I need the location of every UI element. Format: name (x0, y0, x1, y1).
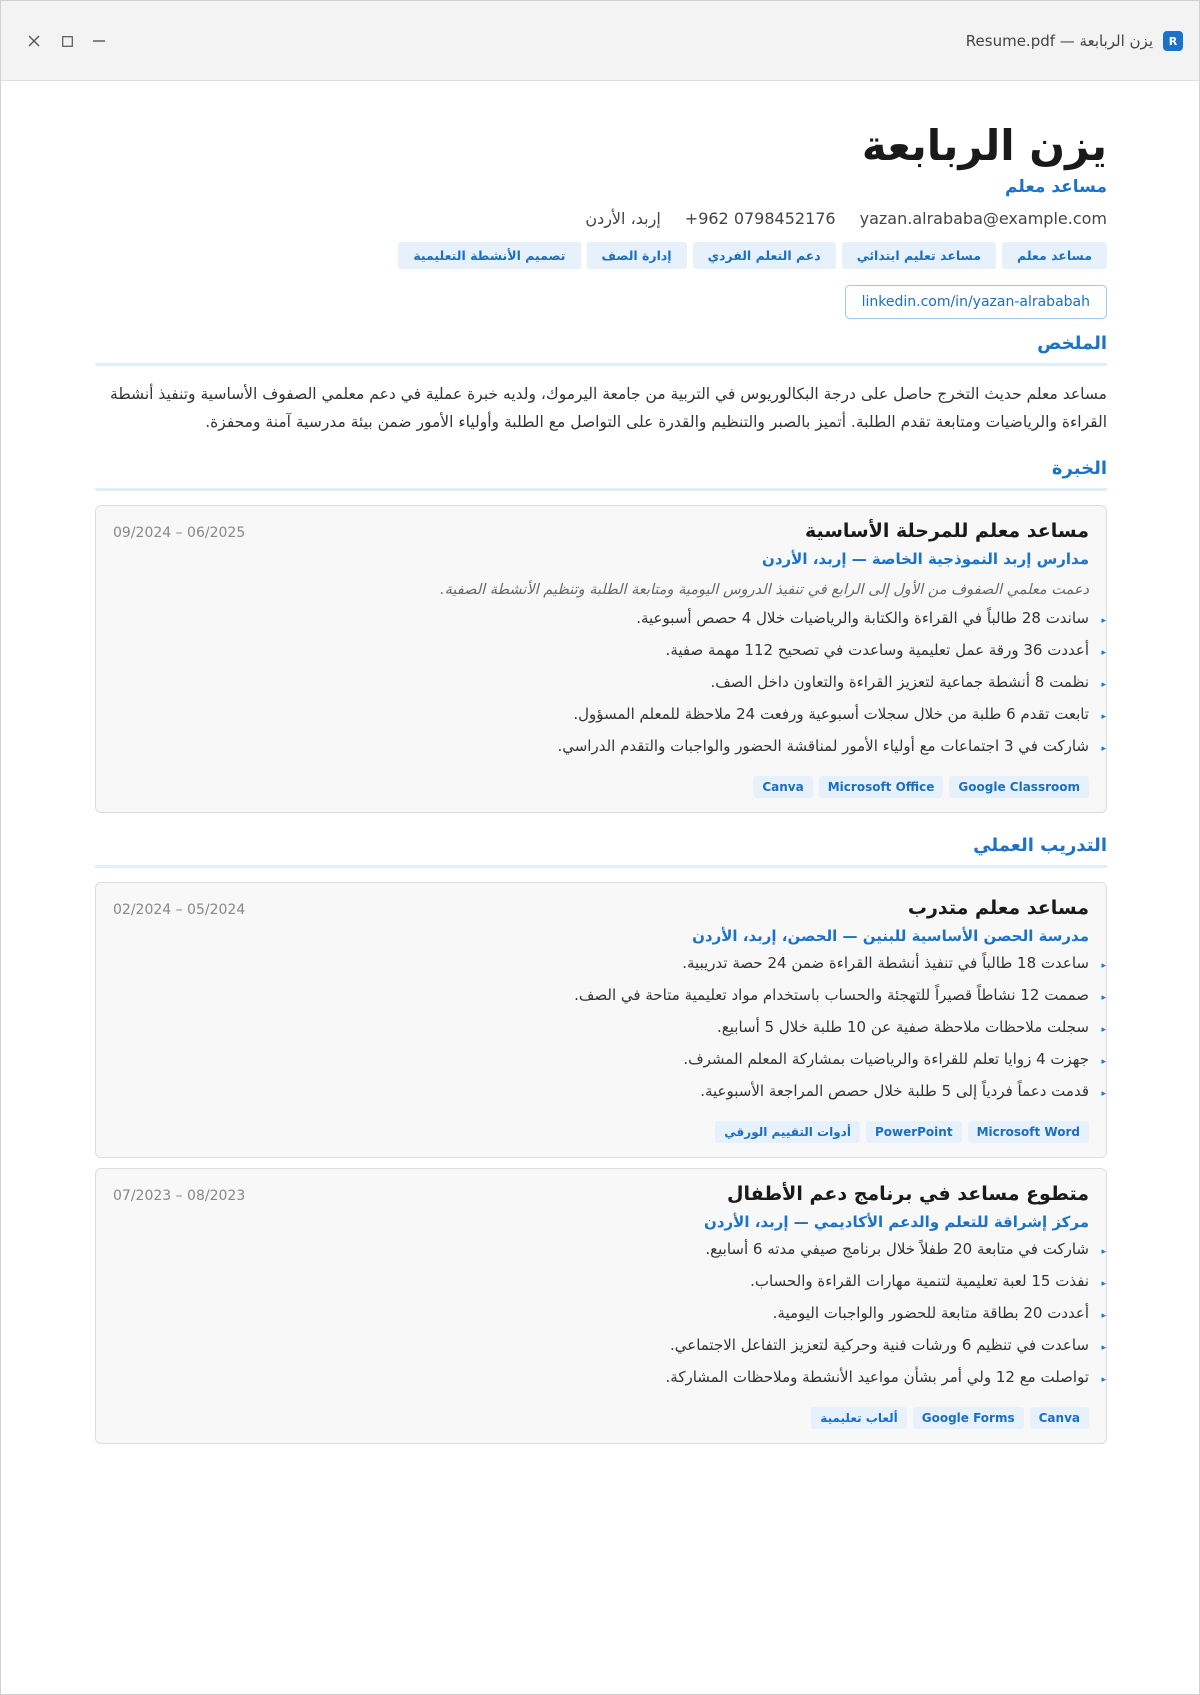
job-dates: 07/2023 – 08/2023 (113, 1188, 246, 1205)
contact-info (95, 209, 1107, 228)
close-window-button[interactable] (20, 27, 48, 55)
tools-list (113, 1407, 1089, 1429)
list-item: ▸أعددت 36 ورقة عمل تعليمية وساعدت في تصحيح 112 مهمة صفية. (665, 641, 1106, 660)
tool-tag: Canva (753, 776, 812, 798)
bullet-text: نظمت 8 أنشطة جماعية لتعزيز القراءة والتعاون داخل الصف. (710, 673, 1089, 692)
email-text[interactable]: yazan.alrababa@example.com (859, 209, 1107, 229)
bullet-text: سجلت ملاحظات ملاحظة صفية عن 10 طلبة خلال 5 أسابيع. (717, 1018, 1089, 1037)
maximize-window-button[interactable] (53, 27, 81, 55)
list-item: ▸جهزت 4 زوايا تعلم للقراءة والرياضيات بمشاركة المعلم المشرف. (683, 1050, 1106, 1069)
job-bullets (113, 604, 1106, 764)
job-dates: 02/2024 – 05/2024 (113, 902, 246, 919)
job-organization: مدارس إربد النموذجية الخاصة — إربد، الأردن (762, 550, 1089, 569)
skills-list (95, 242, 1107, 269)
tools-list (113, 776, 1089, 798)
experience-heading: الخبرة (95, 458, 1107, 491)
job-organization: مدرسة الحصن الأساسية للبنين — الحصن، إربد، الأردن (692, 927, 1089, 946)
window-title: يزن الربابعة — Resume.pdf (965, 32, 1153, 50)
list-item: ▸شاركت في متابعة 20 طفلاً خلال برنامج صيفي مدته 6 أسابيع. (705, 1240, 1106, 1259)
skill-tag: دعم التعلم الفردي (693, 242, 836, 269)
list-item: ▸تابعت تقدم 6 طلبة من خلال سجلات أسبوعية ورفعت 24 ملاحظة للمعلم المسؤول. (573, 705, 1106, 724)
job-bullets (113, 1235, 1106, 1395)
job-description: دعمت معلمي الصفوف من الأول إلى الرابع في تنفيذ الدروس اليومية ومتابعة الطلبة وتنظيم الأنشطة الصفية. (440, 582, 1089, 599)
list-item: ▸صممت 12 نشاطاً قصيراً للتهجئة والحساب باستخدام مواد تعليمية متاحة في الصف. (574, 986, 1106, 1005)
list-item: ▸نظمت 8 أنشطة جماعية لتعزيز القراءة والتعاون داخل الصف. (710, 673, 1106, 692)
bullet-text: أعددت 36 ورقة عمل تعليمية وساعدت في تصحيح 112 مهمة صفية. (665, 641, 1089, 660)
minimize-window-button[interactable] (85, 27, 113, 55)
linkedin-link[interactable]: linkedin.com/in/yazan-alrababah (845, 285, 1107, 319)
volunteer-card (95, 1168, 1107, 1444)
training-heading: التدريب العملي (95, 835, 1107, 868)
tool-tag: Microsoft Word (968, 1121, 1089, 1143)
tool-tag: أدوات التقييم الورقي (715, 1121, 860, 1143)
tool-tag: PowerPoint (866, 1121, 962, 1143)
title-bar (1, 1, 1199, 81)
training-card (95, 882, 1107, 1158)
list-item: ▸شاركت في 3 اجتماعات مع أولياء الأمور لمناقشة الحضور والواجبات والتقدم الدراسي. (557, 737, 1106, 756)
job-organization: مركز إشراقة للتعلم والدعم الأكاديمي — إربد، الأردن (704, 1213, 1089, 1232)
job-dates: 09/2024 – 06/2025 (113, 525, 246, 542)
resume-page (95, 81, 1107, 1444)
tool-tag: Google Forms (913, 1407, 1024, 1429)
candidate-role: مساعد معلم (1005, 177, 1107, 198)
tool-tag: Google Classroom (949, 776, 1089, 798)
experience-card (95, 505, 1107, 813)
bullet-text: صممت 12 نشاطاً قصيراً للتهجئة والحساب باستخدام مواد تعليمية متاحة في الصف. (574, 986, 1089, 1005)
list-item: ▸قدمت دعماً فردياً إلى 5 طلبة خلال حصص المراجعة الأسبوعية. (700, 1082, 1106, 1101)
phone-text[interactable]: +962 0798452176 (684, 209, 836, 229)
job-bullets (113, 949, 1106, 1109)
tools-list (113, 1121, 1089, 1143)
app-icon: R (1163, 31, 1183, 51)
list-item: ▸ساعدت في تنظيم 6 ورشات فنية وحركية لتعزيز التفاعل الاجتماعي. (669, 1336, 1106, 1355)
summary-heading: الملخص (95, 333, 1107, 366)
skill-tag: مساعد تعليم ابتدائي (842, 242, 996, 269)
tool-tag: Canva (1030, 1407, 1089, 1429)
list-item: ▸ساعدت 18 طالباً في تنفيذ أنشطة القراءة ضمن 24 حصة تدريبية. (682, 954, 1106, 973)
bullet-text: جهزت 4 زوايا تعلم للقراءة والرياضيات بمشاركة المعلم المشرف. (683, 1050, 1089, 1069)
list-item: ▸ساندت 28 طالباً في القراءة والكتابة والرياضيات خلال 4 حصص أسبوعية. (636, 609, 1106, 628)
bullet-text: ساندت 28 طالباً في القراءة والكتابة والرياضيات خلال 4 حصص أسبوعية. (636, 609, 1089, 628)
minimize-icon (93, 35, 105, 47)
maximize-icon (62, 36, 73, 47)
summary-text: مساعد معلم حديث التخرج حاصل على درجة البكالوريوس في التربية من جامعة اليرموك، ولديه خبرة عملية في دعم معلمي الصفوف الأساسية وتنفيذ أنشطة القراءة والرياضيات ومتابعة تقدم الطلبة. أتميز بالصبر والتنظيم والقدرة على التواصل مع الطلبة وأولياء الأمور ضمن بيئة مدرسية آمنة ومحفزة. (110, 385, 1107, 432)
job-title: مساعد معلم للمرحلة الأساسية (804, 520, 1089, 543)
job-title: مساعد معلم متدرب (907, 897, 1089, 920)
job-title: متطوع مساعد في برنامج دعم الأطفال (726, 1183, 1089, 1206)
window-title-area (966, 31, 1183, 51)
skill-tag: إدارة الصف (587, 242, 687, 269)
bullet-text: ساعدت 18 طالباً في تنفيذ أنشطة القراءة ضمن 24 حصة تدريبية. (682, 954, 1089, 973)
bullet-text: ساعدت في تنظيم 6 ورشات فنية وحركية لتعزيز التفاعل الاجتماعي. (669, 1336, 1089, 1355)
bullet-text: نفذت 15 لعبة تعليمية لتنمية مهارات القراءة والحساب. (750, 1272, 1089, 1291)
tool-tag: Microsoft Office (819, 776, 944, 798)
tool-tag: ألعاب تعليمية (811, 1407, 906, 1429)
list-item: ▸أعددت 20 بطاقة متابعة للحضور والواجبات اليومية. (772, 1304, 1106, 1323)
skill-tag: تصميم الأنشطة التعليمية (398, 242, 580, 269)
bullet-text: شاركت في متابعة 20 طفلاً خلال برنامج صيفي مدته 6 أسابيع. (705, 1240, 1089, 1259)
list-item: ▸نفذت 15 لعبة تعليمية لتنمية مهارات القراءة والحساب. (750, 1272, 1106, 1291)
close-icon (28, 35, 40, 47)
location-text: إربد، الأردن (585, 209, 661, 229)
bullet-text: تابعت تقدم 6 طلبة من خلال سجلات أسبوعية ورفعت 24 ملاحظة للمعلم المسؤول. (573, 705, 1089, 724)
bullet-text: أعددت 20 بطاقة متابعة للحضور والواجبات اليومية. (772, 1304, 1089, 1323)
bullet-text: قدمت دعماً فردياً إلى 5 طلبة خلال حصص المراجعة الأسبوعية. (700, 1082, 1089, 1101)
skill-tag: مساعد معلم (1002, 242, 1107, 269)
bullet-text: شاركت في 3 اجتماعات مع أولياء الأمور لمناقشة الحضور والواجبات والتقدم الدراسي. (557, 737, 1089, 756)
bullet-text: تواصلت مع 12 ولي أمر بشأن مواعيد الأنشطة وملاحظات المشاركة. (665, 1368, 1089, 1387)
list-item: ▸تواصلت مع 12 ولي أمر بشأن مواعيد الأنشطة وملاحظات المشاركة. (665, 1368, 1106, 1387)
list-item: ▸سجلت ملاحظات ملاحظة صفية عن 10 طلبة خلال 5 أسابيع. (717, 1018, 1106, 1037)
candidate-name: يزن الربابعة (861, 121, 1107, 170)
